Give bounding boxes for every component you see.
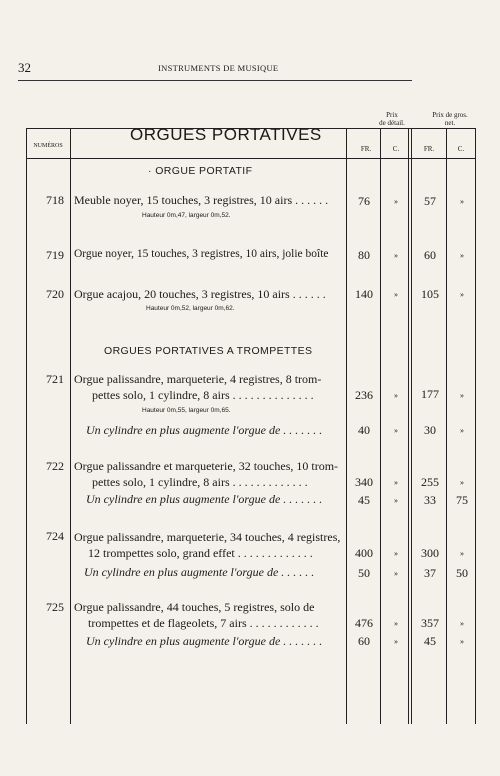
detail-c: » xyxy=(394,637,398,646)
main-title: ORGUES PORTATIVES xyxy=(130,125,322,144)
item-description: pettes solo, 1 cylindre, 8 airs . . . . . . . . . . . . . xyxy=(92,475,308,489)
item-description: Orgue palissandre et marqueterie, 32 touches, 10 trom- xyxy=(74,459,339,473)
item-description: Meuble noyer, 15 touches, 3 registres, 10 airs . . . . . . xyxy=(74,193,329,207)
detail-fr: 340 xyxy=(355,475,373,489)
col-line xyxy=(26,128,27,724)
gros-c: » xyxy=(460,549,464,558)
detail-c: » xyxy=(394,426,398,435)
gros-fr: 33 xyxy=(424,493,436,507)
detail-c: » xyxy=(394,391,398,400)
col-line xyxy=(70,128,71,724)
item-dimensions: Hauteur 0m,52, largeur 0m,62. xyxy=(146,305,235,312)
extra-cylinder-line: Un cylindre en plus augmente l'orgue de . . . . . . . xyxy=(86,423,323,437)
item-number: 720 xyxy=(46,287,64,301)
item-description: Orgue palissandre, 44 touches, 5 registres, solo de xyxy=(74,600,315,614)
gros-fr: 57 xyxy=(424,194,436,208)
item-number: 722 xyxy=(46,459,64,473)
detail-c: » xyxy=(394,478,398,487)
item-dimensions: Hauteur 0m,55, largeur 0m,65. xyxy=(142,407,231,414)
gros-fr: 45 xyxy=(424,634,436,648)
gros-fr: 60 xyxy=(424,248,436,262)
gros-c: » xyxy=(460,391,464,400)
fr-header-gros: FR. xyxy=(423,145,435,153)
numeros-header: NUMÉROS xyxy=(33,143,63,149)
item-number: 725 xyxy=(46,600,64,614)
item-description: 12 trompettes solo, grand effet . . . . . . . . . . . . . xyxy=(88,546,313,560)
gros-fr: 30 xyxy=(424,423,436,437)
detail-c: » xyxy=(394,197,398,206)
item-number: 719 xyxy=(46,248,64,262)
item-description: trompettes et de flageolets, 7 airs . . . . . . . . . . . . xyxy=(88,616,319,630)
item-description: Orgue noyer, 15 touches, 3 registres, 10 airs, jolie boîte xyxy=(74,248,329,260)
item-description: Orgue acajou, 20 touches, 3 registres, 10 airs . . . . . . xyxy=(74,287,326,301)
fr-header-detail: FR. xyxy=(360,145,372,153)
detail-c: » xyxy=(394,569,398,578)
item-number: 724 xyxy=(46,529,64,543)
header-rule xyxy=(18,80,412,81)
gros-c: » xyxy=(460,426,464,435)
detail-fr: 476 xyxy=(355,616,373,630)
detail-c: » xyxy=(394,496,398,505)
gros-fr: 357 xyxy=(421,616,439,630)
running-title: INSTRUMENTS DE MUSIQUE xyxy=(158,63,279,73)
detail-fr: 80 xyxy=(358,248,370,262)
item-number: 718 xyxy=(46,193,64,207)
c-header-gros: C. xyxy=(457,145,465,153)
section-title: · ORGUE PORTATIF xyxy=(148,165,253,177)
detail-fr: 140 xyxy=(355,287,373,301)
item-description: pettes solo, 1 cylindre, 8 airs . . . . . . . . . . . . . . xyxy=(92,388,314,402)
extra-cylinder-line: Un cylindre en plus augmente l'orgue de . . . . . . xyxy=(84,565,315,579)
item-dimensions: Hauteur 0m,47, largeur 0m,52. xyxy=(142,212,231,219)
detail-fr: 236 xyxy=(355,388,373,402)
detail-fr: 76 xyxy=(358,194,370,208)
extra-cylinder-line: Un cylindre en plus augmente l'orgue de . . . . . . . xyxy=(86,492,323,506)
gros-c: » xyxy=(460,619,464,628)
page-number: 32 xyxy=(18,60,31,75)
item-description: Orgue palissandre, marqueterie, 4 registres, 8 trom- xyxy=(74,372,322,386)
detail-c: » xyxy=(394,619,398,628)
prix-gros-header: Prix de gros. net. xyxy=(432,111,468,127)
gros-c: » xyxy=(460,197,464,206)
detail-fr: 400 xyxy=(355,546,373,560)
gros-fr: 105 xyxy=(421,287,439,301)
gros-fr: 300 xyxy=(421,546,439,560)
item-description: Orgue palissandre, marqueterie, 34 touches, 4 registres, xyxy=(74,530,341,544)
gros-c: » xyxy=(460,290,464,299)
gros-c: 50 xyxy=(456,566,468,580)
extra-cylinder-line: Un cylindre en plus augmente l'orgue de . . . . . . . xyxy=(86,634,323,648)
c-header-detail: C. xyxy=(392,145,400,153)
detail-c: » xyxy=(394,549,398,558)
gros-c: » xyxy=(460,251,464,260)
detail-fr: 50 xyxy=(358,566,370,580)
detail-c: » xyxy=(394,251,398,260)
gros-c: » xyxy=(460,637,464,646)
gros-c: » xyxy=(460,478,464,487)
detail-fr: 60 xyxy=(358,634,370,648)
detail-fr: 40 xyxy=(358,423,370,437)
gros-c: 75 xyxy=(456,493,468,507)
detail-c: » xyxy=(394,290,398,299)
gros-fr: 37 xyxy=(424,566,436,580)
section-title: ORGUES PORTATIVES A TROMPETTES xyxy=(104,345,313,357)
gros-fr: 177 xyxy=(421,387,439,401)
detail-fr: 45 xyxy=(358,493,370,507)
item-number: 721 xyxy=(46,372,64,386)
gros-fr: 255 xyxy=(421,475,439,489)
prix-detail-header: Prix de détail. xyxy=(379,111,405,127)
